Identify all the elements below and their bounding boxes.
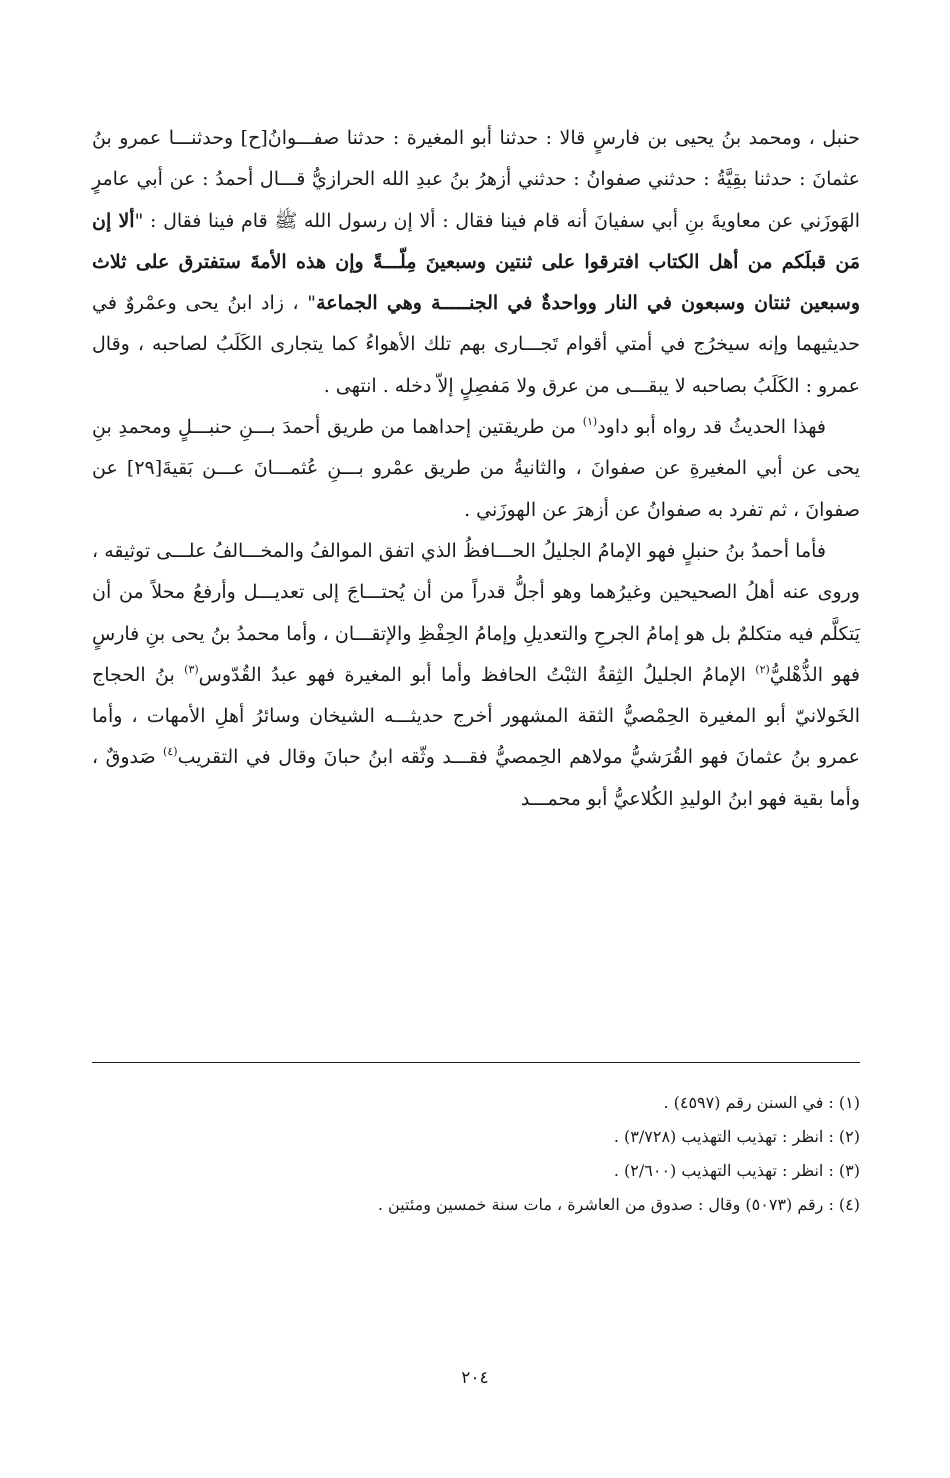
page-body [92,118,860,820]
footnote-ref-2[interactable]: (٢) [755,662,770,676]
footnotes [92,1086,860,1222]
footnote-ref-4[interactable]: (٤) [163,745,178,759]
footnote-3: (٣) : انظر : تهذيب التهذيب (٢/٦٠٠) . [613,1161,860,1180]
paragraph-2 [92,407,860,531]
paragraph-1-text-b: " ، زاد ابنُ يحى وعمْروٌ في حديثيهما وإنه سيخرُج في أمتي أقوام تَجـــارى بهم تلك الأهواءُ كما يتجارى الكَلَبُ لصاحبه ، وقال عمرو : الكَلَبُ بصاحبه لا يبقـــى من عرق ولا مَفصِلٍ إلاّ دخله . انتهى . [92,292,860,397]
paragraph-3 [92,531,860,820]
footnote-4: (٤) : رقم (٥٠٧٣) وقال : صدوق من العاشرة ، مات سنة خمسين ومئتين . [377,1195,860,1214]
paragraph-3-text-c: بنُ الحجاج الخَولانيّ أبو المغيرة الحِمْصيُّ الثقة المشهور أخرج حديثـــه الشيخان وسائرُ أهلِ الأمهات ، وأما عمرو بنُ عثمانَ فهو القُرَشيُّ مولاهم الحِمصيُّ فقـــد وثّقه ابنُ حبانَ وقال في التقريب [92,663,860,769]
paragraph-1 [92,118,860,407]
footnote-1: (١) : في السنن رقم (٤٥٩٧) . [663,1093,860,1112]
footnote-2: (٢) : انظر : تهذيب التهذيب (٣/٧٢٨) . [613,1127,860,1146]
page-number: ٢٠٤ [461,1368,489,1388]
paragraph-2-text-b: من طريقتين إحداهما من طريق أحمدَ بـــنِ حنبـــلٍ ومحمدِ بنِ يحى عن أبي المغيرةِ عن صفوانَ ، والثانيةُ من طريق عمْرو بـــنِ عُثمـــانَ عـــن بَقيةَ[٢٩] عن صفوانَ ، ثم تفرد به صفوانُ عن أزهرَ عن الهوزَني . [92,416,860,521]
paragraph-3-text-d: صَدوقٌ ، وأما بقية فهو ابنُ الوليدِ الكُلاعيُّ أبو محمـــد [92,746,860,810]
footnote-separator [92,1062,860,1063]
paragraph-2-text-a: فهذا الحديثُ قد رواه أبو داود [597,416,826,439]
paragraph-3-text-a: فأما أحمدُ بنُ حنبلٍ فهو الإمامُ الجليلُ الحـــافظُ الذي اتفق الموالفُ والمخـــالفُ علـــى توثيقه ، وروى عنه أهلُ الصحيحين وغيرُهما وهو أجلُّ قدراً من أن يُحتـــاجَ إلى تعديـــل وأرفعُ محلاً من أن يَتكلَّم فيه متكلمٌ بل هو إمامُ الجرحِ والتعديلِ وإمامُ الحِفْظِ والإتقـــان ، وأما محمدُ بنُ يحى بنِ فارسٍ فهو الذُّهْليُّ [92,539,861,686]
paragraph-1-text-a: حنبل ، ومحمد بنُ يحيى بن فارسٍ قالا : حدثنا أبو المغيرة : حدثنا صفـــوانُ[ح] وحدثنـــا عمرو بنُ عثمانَ : حدثنا بقِيَّةُ : حدثني صفوانُ : حدثني أزهرُ بنُ عبدِ الله الحرازيُّ قـــال أحمدُ : عن أبي عامرٍ الهَوزَني عن معاويةَ بنِ أبي سفيانَ أنه قام فينا فقال : ألا إن رسول الله ﷺ قام فينا فقال : " [92,127,860,232]
footnote-ref-3[interactable]: (٣) [184,662,199,676]
paragraph-3-text-b: الإمامُ الجليلُ الثِقةُ الثبْتُ الحافظ وأما أبو المغيرة فهو عبدُ القُدّوس [198,663,756,686]
hadith-text: ألا إن مَن قبلَكم من أهل الكتاب افترقوا على ثنتين وسبعينَ مِلّـــةً وإن هذه الأمةَ ستفترق على ثلاث وسبعين ثنتان وسبعون في النار وواحدةٌ في الجنـــــة وهي الجماعة [92,209,860,315]
footnote-ref-1[interactable]: (١) [582,415,598,429]
main-text [92,118,860,820]
